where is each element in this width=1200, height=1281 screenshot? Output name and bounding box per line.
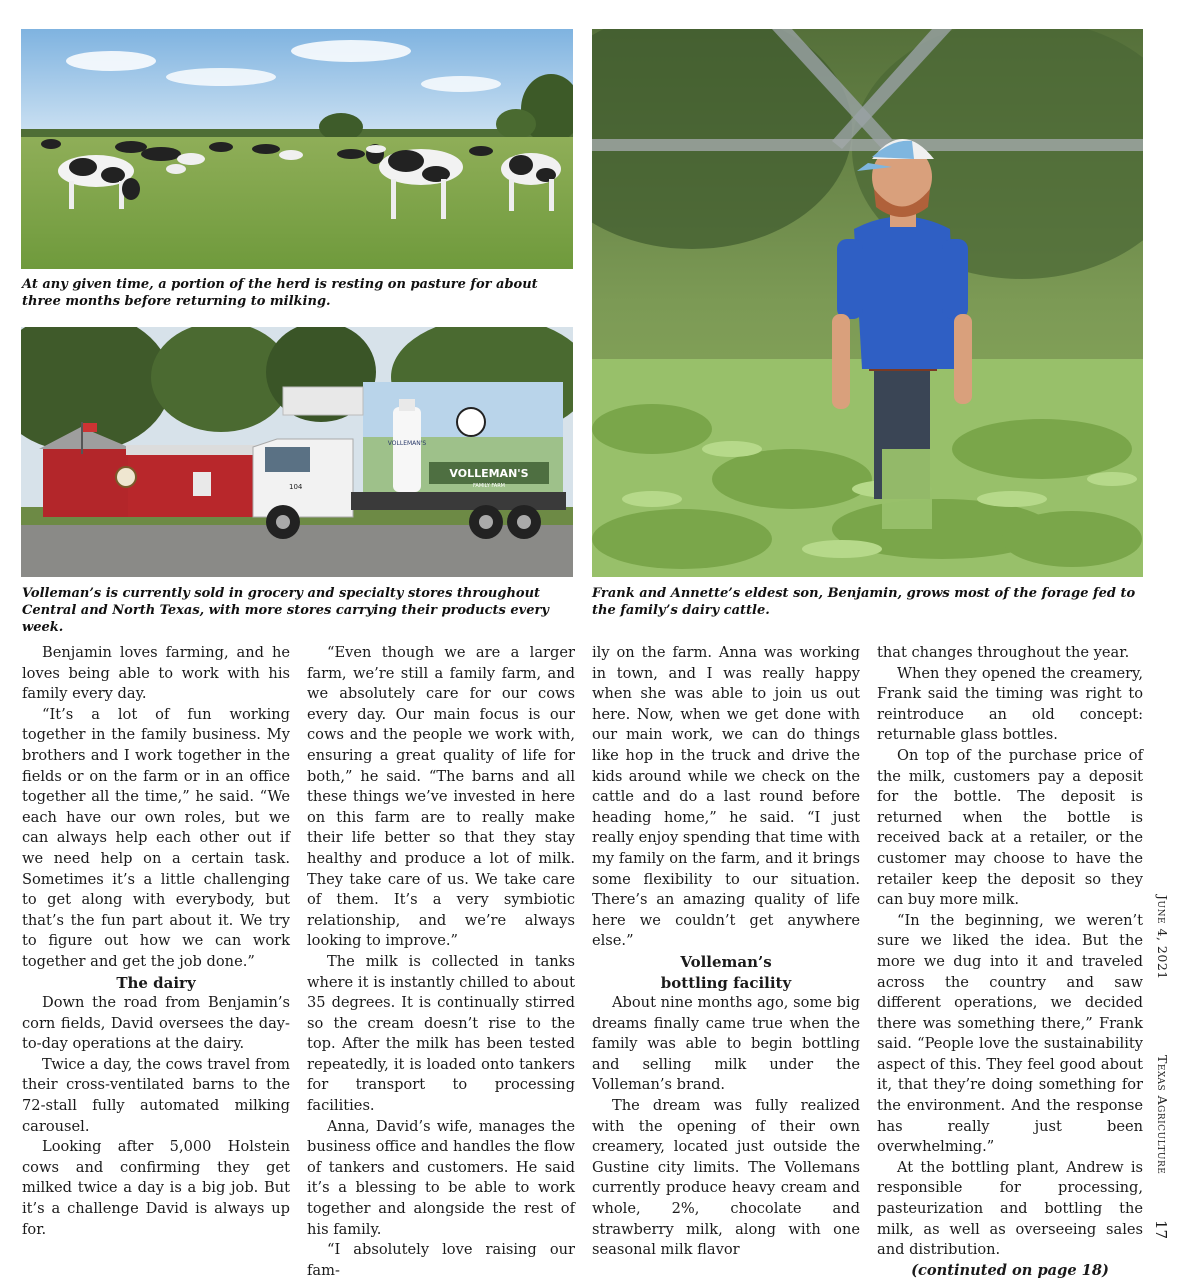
paragraph: The dream was fully realized with the opening of their own creamery, located just outside the Gustine city limits. The Vollemans currently produce heavy cream and whole, 2%, chocolate and strawberry milk, along with one seasonal milk flavor xyxy=(592,1097,860,1259)
section-heading-bottling-2: bottling facility xyxy=(660,973,792,992)
paragraph: Benjamin loves farming, and he loves being able to work with his family every day. xyxy=(22,644,290,703)
cab-number: 104 xyxy=(289,483,303,491)
section-heading-bottling-1: Volleman’s xyxy=(680,952,772,971)
paragraph: that changes throughout the year. xyxy=(877,644,1130,661)
pasture-photo-caption: At any given time, a portion of the herd is resting on pasture for about three months before returning to milking. xyxy=(22,277,538,309)
page-number: 17 xyxy=(1152,1219,1170,1239)
paragraph: “Even though we are a larger farm, we’re still a family farm, and we absolutely care for our cows every day. Our main focus is our cows and the people we work with, ensuring a great quality of life for both,” he said. “The barns and all these things we’ve invested in here on this farm are to really make their life better so that they stay healthy and produce a lot of milk. They take care of us. We take care of them. It’s a very symbiotic relationship, and we’re always looking to improve.” xyxy=(307,644,575,950)
paragraph: Twice a day, the cows travel from their cross-ventilated barns to the 72-stall fully automated milking carousel. xyxy=(22,1055,290,1135)
paragraph: ily on the farm. Anna was working in town, and I was really happy when she was able to join us out here. Now, when we get done with our main work, we can do things like hop in the truck and drive the kids around while we check on the cattle and do a last round before heading home,” he said. “I just really enjoy spending that time with my family on the farm, and it brings some flexibility to our situation. There’s an amazing quality of life here we couldn’t get anywhere else.” xyxy=(592,644,860,950)
paragraph: “In the beginning, we weren’t sure we liked the idea. But the more we dug into it and traveled across the country and saw different operations, we decided there was something there,” Frank said. “People love the sustainability aspect of this. They feel good about it, that they’re doing something for the environment. And the response has really just been overwhelming.” xyxy=(877,911,1143,1156)
paragraph: “It’s a lot of fun working together in the family business. My brothers and I work together in the fields or on the farm or in an office together all the time,” he said. “We each have our own roles, but we can always help each other out if we need help on a certain task. Sometimes it’s a little challenging to get along with everybody, but that’s the fun part about it. We try to figure out how we can work together and get the job done.” xyxy=(22,705,290,970)
truck-brand-text: VOLLEMAN'S xyxy=(449,467,529,480)
benjamin-field-photo xyxy=(592,29,1143,577)
paragraph: About nine months ago, some big dreams finally came true when the family was able to begin bottling and selling milk under the Volleman’s brand. xyxy=(592,994,860,1094)
section-heading-dairy: The dairy xyxy=(116,973,196,992)
delivery-truck-photo xyxy=(21,327,573,577)
paragraph: Anna, David’s wife, manages the business office and handles the flow of tankers and customers. He said it’s a blessing to be able to work together and alongside the rest of his family. xyxy=(307,1117,575,1238)
paragraph: On top of the purchase price of the milk, customers pay a deposit for the bottle. The deposit is returned when the bottle is received back at a retailer, or the customer may choose to have the retailer keep the deposit so they can buy more milk. xyxy=(877,746,1143,909)
paragraph: When they opened the creamery, Frank said the timing was right to reintroduce an old concept: returnable glass bottles. xyxy=(877,664,1143,744)
article-column-2 xyxy=(307,643,575,1281)
pasture-cows-photo xyxy=(21,29,573,269)
bottle-label: VOLLEMAN'S xyxy=(387,440,427,447)
article-column-4 xyxy=(877,643,1143,1281)
article-column-3 xyxy=(592,643,860,1261)
paragraph: At the bottling plant, Andrew is responsible for processing, pasteurization and bottling the milk, as well as overseeing sales and distribution. xyxy=(877,1158,1143,1259)
paragraph: Down the road from Benjamin’s corn fields, David oversees the day-to-day operations at the dairy. xyxy=(22,994,290,1053)
paragraph: The milk is collected in tanks where it is instantly chilled to about 35 degrees. It is continually stirred so the cream doesn’t rise to the top. After the milk has been tested repeatedly, it is loaded onto tankers for transport to processing facilities. xyxy=(307,952,575,1115)
truck-photo-caption: Volleman’s is currently sold in grocery and specialty stores throughout Central and North Texas, with more stores carrying their products every week. xyxy=(22,586,549,635)
truck-brand-sub: FAMILY FARM xyxy=(472,483,506,489)
continued-link[interactable]: (continuted on page 18) xyxy=(911,1261,1109,1279)
publication-name: Texas Agriculture xyxy=(1155,1055,1170,1175)
article-column-1 xyxy=(22,643,290,1240)
benjamin-photo-caption: Frank and Annette’s eldest son, Benjamin, grows most of the forage fed to the family’s dairy cattle. xyxy=(592,586,1136,618)
paragraph: “I absolutely love raising our fam- xyxy=(307,1241,575,1279)
issue-date: June 4, 2021 xyxy=(1155,895,1170,980)
paragraph: Looking after 5,000 Holstein cows and confirming they get milked twice a day is a big job. But it’s a challenge David is always up for. xyxy=(22,1138,290,1238)
